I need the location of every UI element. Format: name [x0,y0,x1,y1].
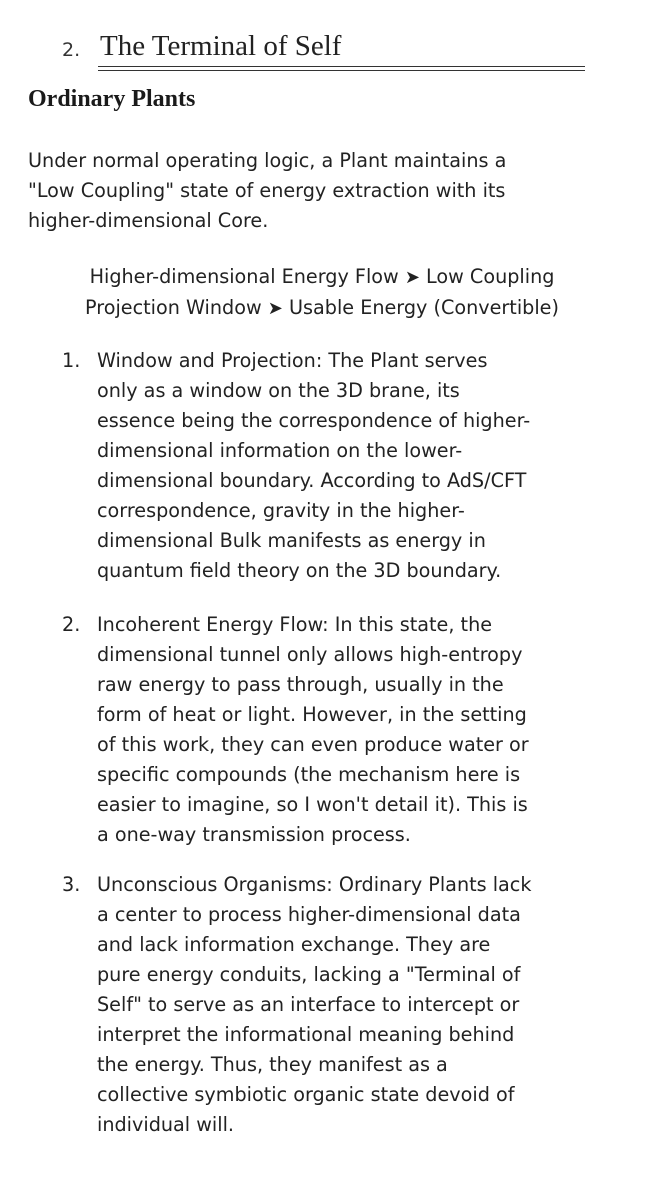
list-item-line: a center to process higher-dimensional data [97,903,521,926]
list-item-line: easier to imagine, so I won't detail it). This is [97,793,528,816]
title-underline-bottom [98,70,585,71]
list-item-line: collective symbiotic organic state devoid of [97,1083,515,1106]
flow-step: Higher-dimensional Energy Flow [89,265,399,288]
intro-line: higher-dimensional Core. [28,209,269,232]
list-item-line: Incoherent Energy Flow: In this state, the [97,613,493,636]
list-item-line: a one-way transmission process. [97,823,411,846]
section-header [62,30,585,74]
list-item-line: and lack information exchange. They are [97,933,491,956]
list-item-line: individual will. [97,1113,235,1136]
list-item-line: only as a window on the 3D brane, its [97,379,460,402]
list-item-number: 3. [62,873,81,896]
list-item-number: 2. [62,613,81,636]
flow-step: Low Coupling [426,265,555,288]
list-item-line: raw energy to pass through, usually in the [97,673,504,696]
list-item-line: dimensional boundary. According to AdS/CFT [97,469,527,492]
flow-line-1 [28,262,616,293]
section-title: The Terminal of Self [100,30,342,62]
list-item-text [97,610,622,850]
list-item-text [97,870,622,1140]
list-item-line: Window and Projection: The Plant serves [97,349,488,372]
list-item-line: pure energy conduits, lacking a "Terminal of [97,963,521,986]
list-item-line: essence being the correspondence of higher- [97,409,531,432]
intro-line: Under normal operating logic, a Plant maintains a [28,149,507,172]
arrow-right-icon: ➤ [404,267,420,288]
list-item-line: dimensional Bulk manifests as energy in [97,529,486,552]
flow-step: Projection Window [85,296,262,319]
list-item-line: interpret the informational meaning behind [97,1023,515,1046]
list-item-line: correspondence, gravity in the higher- [97,499,465,522]
arrow-right-icon: ➤ [267,298,283,319]
section-number: 2. [62,39,81,61]
list-item-line: form of heat or light. However, in the setting [97,703,527,726]
list-item-line: dimensional tunnel only allows high-entropy [97,643,523,666]
flow-line-2 [28,293,616,324]
list-item-line: of this work, they can even produce water or [97,733,529,756]
list-item-line: quantum field theory on the 3D boundary. [97,559,502,582]
list-item-line: the energy. Thus, they manifest as a [97,1053,448,1076]
flow-step: Usable Energy (Convertible) [288,296,559,319]
list-item-line: specific compounds (the mechanism here is [97,763,521,786]
list-item-text [97,346,622,586]
list-item-line: Self" to serve as an interface to intercept or [97,993,520,1016]
intro-line: "Low Coupling" state of energy extraction with its [28,179,506,202]
list-item-line: dimensional information on the lower- [97,439,463,462]
intro-paragraph [28,146,608,236]
subheading: Ordinary Plants [28,86,196,112]
list-item-number: 1. [62,349,81,372]
list-item-line: Unconscious Organisms: Ordinary Plants lack [97,873,532,896]
title-underline-top [98,66,585,67]
energy-flow-diagram [28,262,616,324]
